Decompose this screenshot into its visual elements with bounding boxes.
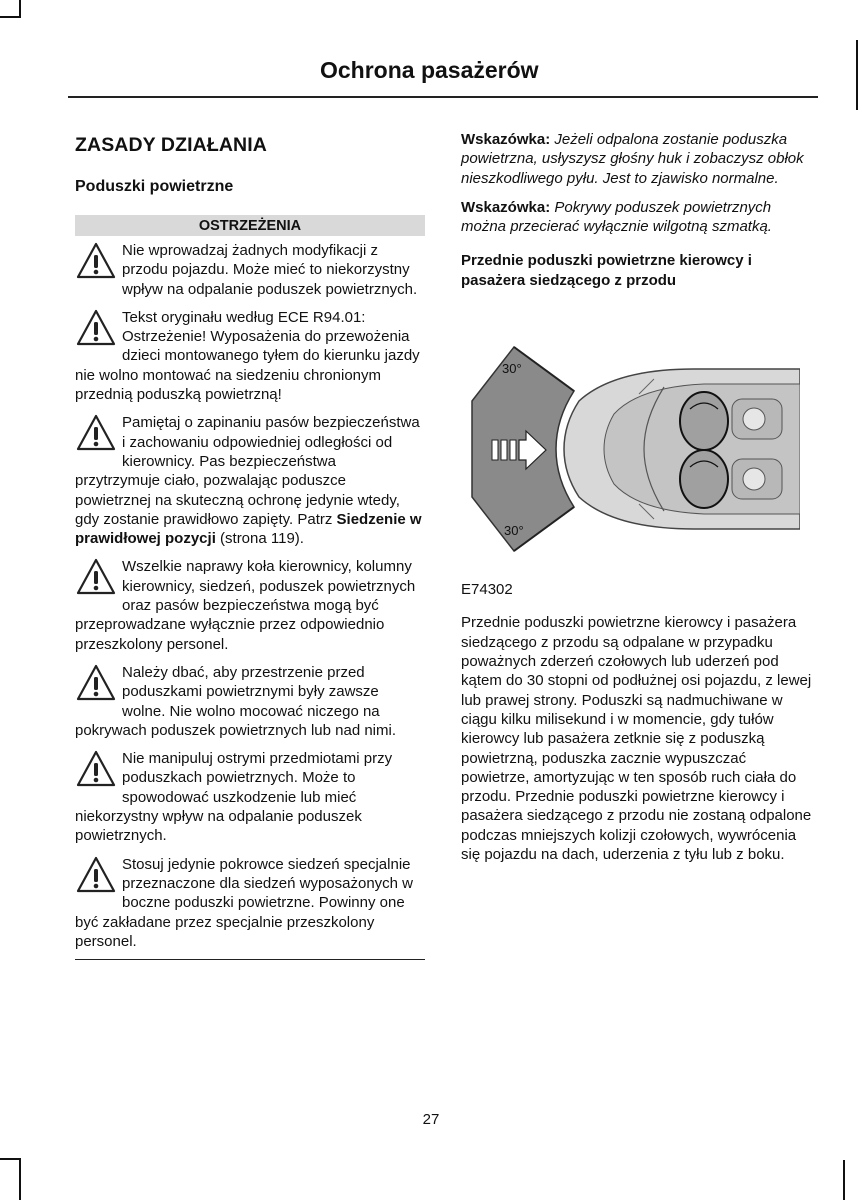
page-title: Ochrona pasażerów: [320, 57, 539, 83]
driver-airbag: [680, 392, 728, 450]
header-rule: [68, 96, 818, 98]
warning-triangle-icon: [75, 749, 117, 789]
crop-mark-top-right: [856, 40, 858, 110]
warning-text: Należy dbać, aby przestrzenie przed poduszkami powietrznymi były zawsze wolne. Nie wolno mocować niczego na pokrywach poduszek powietrznych lub nad nimi.: [75, 663, 396, 739]
section-title: ZASADY DZIAŁANIA: [75, 134, 267, 156]
warnings-end-rule: [75, 959, 425, 960]
crop-mark-top-left-h: [0, 16, 21, 18]
warning-item: [75, 749, 425, 845]
warning-item: [75, 663, 425, 740]
passenger-airbag: [680, 450, 728, 508]
warning-text: Nie manipuluj ostrymi przedmiotami przy poduszkach powietrznych. Może to spowodować uszkodzenie lub mieć niekorzystny wpływ na odpalanie poduszek powietrznych.: [75, 750, 393, 845]
warning-item: [75, 413, 425, 548]
front-airbags-paragraph: Przednie poduszki powietrzne kierowcy i pasażera siedzącego z przodu są odpalane w przypadku poważnych zderzeń czołowych lub uderzeń pod kątem do 30 stopni od podłużnej osi pojazdu, z lewej lub prawej strony. Poduszki są nadmuchiwane w ciągu kilku milisekund i w momencie, gdy tułów kierowcy lub pasażera zetknie się z poduszką powietrzną, poduszka zacznie wypuszczać powietrze, amortyzując w ten sposób ruch ciała do przodu. Przednie poduszki powietrzne kierowcy i pasażera siedzącego z przodu nie zostaną odpalone podczas mniejszych kolizji czołowych, wywrócenia się pojazdu na dach, uderzenia z tyłu lub z boku.: [461, 614, 812, 864]
warning-text: (strona 119).: [215, 530, 304, 548]
warning-item: [75, 855, 425, 951]
note-body: Jeżeli odpalona zostanie poduszka powietrzna, usłyszysz głośny huk i zobaczysz obłok nieszkodliwego pyłu. Jest to zjawisko normalne.: [461, 131, 804, 187]
warning-triangle-icon: [75, 557, 117, 597]
airbag-deployment-figure: [464, 339, 800, 559]
warning-text: Wszelkie naprawy koła kierownicy, kolumny kierownicy, siedzeń, poduszek powietrznych oraz pasów bezpieczeństwa mogą być przeprowadzane wyłącznie przez odpowiednio przeszkolony personel.: [75, 558, 416, 653]
warnings-header: OSTRZEŻENIA: [75, 215, 425, 236]
front-airbags-heading: Przednie poduszki powietrzne kierowcy i pasażera siedzącego z przodu: [461, 252, 752, 290]
note-paragraph: [461, 130, 813, 188]
cross-reference-link[interactable]: Siedzenie w prawidłowej pozycji: [75, 510, 422, 548]
note-lead: Wskazówka:: [461, 131, 551, 148]
angle-label-top: 30°: [502, 361, 522, 377]
crop-mark-top-left: [19, 0, 21, 16]
right-column: [461, 130, 813, 864]
airbag-diagram: [464, 339, 800, 559]
subsection-title: Poduszki powietrzne: [75, 178, 234, 195]
crop-mark-bottom-left-h: [0, 1158, 21, 1160]
note-body: Pokrywy poduszek powietrznych można przecierać wyłącznie wilgotną szmatką.: [461, 198, 772, 236]
page-number: 27: [422, 1111, 440, 1128]
warning-text: Stosuj jedynie pokrowce siedzeń specjalnie przeznaczone dla siedzeń wyposażonych w boczne poduszki powietrzne. Powinny one być zakładane przez specjalnie przeszkolony personel.: [75, 855, 413, 950]
left-column: [75, 130, 425, 960]
note-lead: Wskazówka:: [461, 198, 551, 216]
warning-triangle-icon: [75, 308, 117, 348]
warning-item: [75, 241, 425, 299]
angle-label-bottom: 30°: [504, 523, 524, 539]
warning-text: Tekst oryginału według ECE R94.01: Ostrzeżenie! Wyposażenia do przewożenia dzieci montowanego tyłem do kierunku jazdy nie wolno montować na siedzeniu chronionym przednią poduszką powietrzną!: [75, 308, 420, 404]
warning-text: Pamiętaj o zapinaniu pasów bezpieczeństwa i zachowaniu odpowiedniej odległości od kierownicy. Pas bezpieczeństwa przytrzymuje ciało, pozwalając poduszce powietrznej na skuteczną ochronę jedynie wtedy, gdy zostanie prawidłowo zapięty. Patrz: [75, 414, 420, 528]
crop-mark-bottom-left: [19, 1160, 21, 1200]
warning-triangle-icon: [75, 855, 117, 895]
warning-item: [75, 308, 425, 404]
warning-item: [75, 557, 425, 653]
note-paragraph: [461, 198, 813, 237]
passenger-head: [743, 468, 765, 490]
driver-head: [743, 408, 765, 430]
crop-mark-bottom-right: [843, 1160, 845, 1200]
warning-triangle-icon: [75, 241, 117, 281]
warning-triangle-icon: [75, 663, 117, 703]
figure-code: E74302: [461, 581, 513, 599]
warning-text: Nie wprowadzaj żadnych modyfikacji z przodu pojazdu. Może mieć to niekorzystny wpływ na odpalanie poduszek powietrznych.: [122, 242, 418, 298]
warning-triangle-icon: [75, 413, 117, 453]
